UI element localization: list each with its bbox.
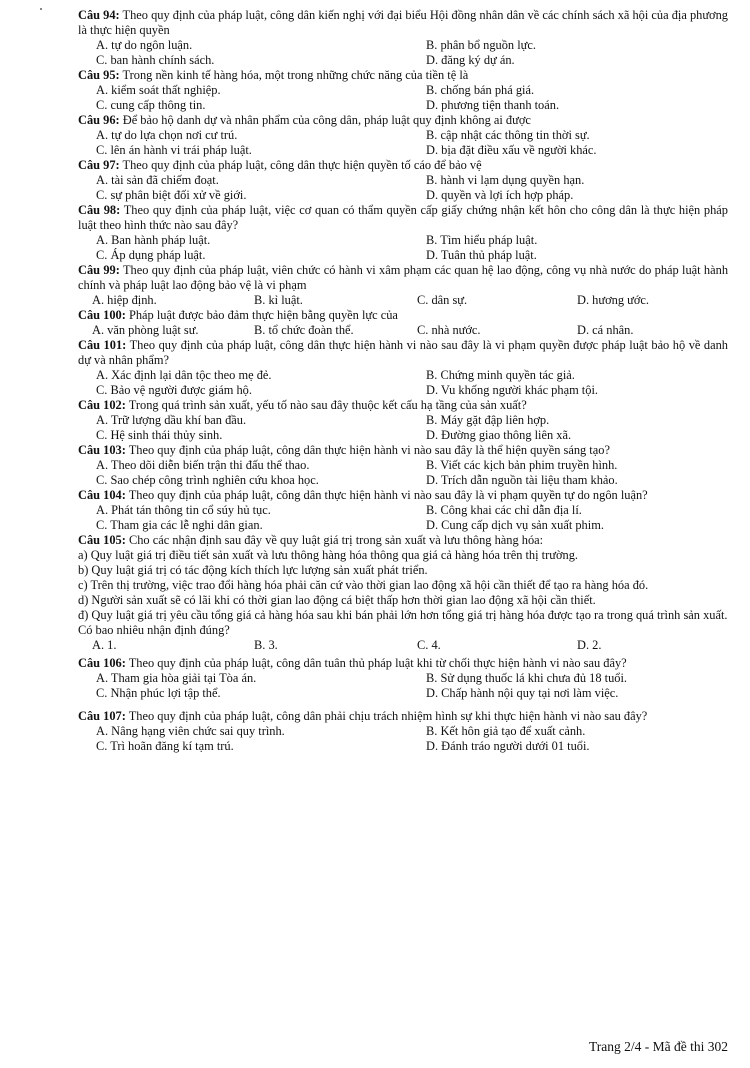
- answer-option: C. Trì hoãn đăng kí tạm trú.: [96, 739, 234, 753]
- question-text: Theo quy định của pháp luật, công dân thực hiện hành vi nào sau đây là vi phạm quyền được pháp luật bảo hộ về danh dự và nhân phẩm?: [78, 338, 729, 367]
- question-block: [78, 398, 728, 443]
- statement-line: c) Trên thị trường, việc trao đổi hàng hóa phải căn cứ vào thời gian lao động xã hội cần thiết để tạo ra hàng hóa đó.: [78, 578, 649, 592]
- answer-option: B. Sử dụng thuốc lá khi chưa đủ 18 tuổi.: [426, 671, 628, 685]
- answer-options: [78, 413, 728, 443]
- question-number: Câu 95:: [78, 68, 120, 82]
- question-block: [78, 443, 728, 488]
- question-block: [78, 709, 728, 754]
- question-stem: [78, 488, 728, 503]
- answer-option: C. nhà nước.: [417, 323, 481, 337]
- question-text: Theo quy định của pháp luật, công dân phải chịu trách nhiệm hình sự khi thực hiện hành vi nào sau đây?: [128, 709, 648, 723]
- question-number: Câu 97:: [78, 158, 120, 172]
- answer-option: C. Sao chép công trình nghiên cứu khoa học.: [96, 473, 319, 487]
- answer-option: D. đăng ký dự án.: [426, 53, 515, 67]
- question-text: Cho các nhận định sau đây về quy luật giá trị trong sản xuất và lưu thông hàng hóa:: [128, 533, 544, 547]
- question-list: [78, 8, 728, 754]
- answer-option: C. Hệ sinh thái thủy sinh.: [96, 428, 223, 442]
- answer-options: [78, 38, 728, 68]
- question-block: [78, 308, 728, 338]
- question-number: Câu 96:: [78, 113, 120, 127]
- question-text: Pháp luật được bảo đảm thực hiện bằng quyền lực của: [128, 308, 398, 322]
- answer-option: B. Viết các kịch bản phim truyền hình.: [426, 458, 618, 472]
- answer-option: D. Tuân thủ pháp luật.: [426, 248, 537, 262]
- question-block: [78, 158, 728, 203]
- question-text: Theo quy định của pháp luật, công dân tuân thủ pháp luật khi từ chối thực hiện hành vi nào sau đây?: [128, 656, 627, 670]
- question-text: Theo quy định của pháp luật, việc cơ quan có thẩm quyền cấp giấy chứng nhận kết hôn cho công dân là thực hiện pháp luật theo hình thức nào sau đây?: [78, 203, 728, 232]
- answer-option: C. Nhận phúc lợi tập thể.: [96, 686, 221, 700]
- question-block: [78, 338, 728, 398]
- answer-option: C. ban hành chính sách.: [96, 53, 215, 67]
- question-stem: [78, 308, 728, 323]
- answer-option: A. Nâng hạng viên chức sai quy trình.: [96, 724, 285, 738]
- question-text: Theo quy định của pháp luật, công dân thực hiện hành vi nào sau đây là vi phạm quyền tự do ngôn luận?: [128, 488, 648, 502]
- question-block: [78, 68, 728, 113]
- answer-option: B. tổ chức đoàn thể.: [254, 323, 354, 337]
- answer-option: C. Bảo vệ người được giám hộ.: [96, 383, 252, 397]
- statement-line: đ) Quy luật giá trị yêu cầu tổng giá cả hàng hóa sau khi bán phải lớn hơn tổng giá trị hàng hóa được tạo ra trong quá trình sản xuất.: [78, 608, 728, 622]
- answer-option: C. lên án hành vi trái pháp luật.: [96, 143, 252, 157]
- question-stem: [78, 656, 728, 671]
- question-number: Câu 99:: [78, 263, 120, 277]
- question-stem: [78, 443, 728, 458]
- answer-option: A. tài sản đã chiếm đoạt.: [96, 173, 219, 187]
- answer-option: B. 3.: [254, 638, 278, 652]
- answer-option: B. kỉ luật.: [254, 293, 303, 307]
- question-block: [78, 656, 728, 701]
- question-stem: [78, 203, 728, 233]
- answer-option: B. hành vi lạm dụng quyền hạn.: [426, 173, 585, 187]
- answer-option: A. Tham gia hòa giải tại Tòa án.: [96, 671, 257, 685]
- answer-option: B. chống bán phá giá.: [426, 83, 535, 97]
- question-number: Câu 101:: [78, 338, 127, 352]
- answer-option: A. Phát tán thông tin cổ súy hủ tục.: [96, 503, 271, 517]
- answer-option: A. tự do ngôn luận.: [96, 38, 193, 52]
- question-text: Theo quy định của pháp luật, viên chức có hành vi xâm phạm các quan hệ lao động, công vụ nhà nước do pháp luật hành chính và pháp luật lao động bảo vệ là vi phạm: [78, 263, 729, 292]
- answer-option: A. văn phòng luật sư.: [92, 323, 199, 337]
- answer-option: C. Áp dụng pháp luật.: [96, 248, 206, 262]
- answer-option: B. Kết hôn giả tạo để xuất cảnh.: [426, 724, 586, 738]
- answer-option: D. phương tiện thanh toán.: [426, 98, 560, 112]
- answer-option: D. Trích dẫn nguồn tài liệu tham khảo.: [426, 473, 618, 487]
- question-block: [78, 113, 728, 158]
- answer-option: D. 2.: [577, 638, 602, 652]
- question-number: Câu 104:: [78, 488, 126, 502]
- answer-options: [78, 638, 728, 653]
- statement-line: b) Quy luật giá trị có tác động kích thích lực lượng sản xuất phát triển.: [78, 563, 428, 577]
- answer-option: C. cung cấp thông tin.: [96, 98, 206, 112]
- answer-options: [78, 323, 728, 338]
- question-stem: [78, 709, 728, 724]
- answer-option: A. 1.: [92, 638, 117, 652]
- question-stem: [78, 338, 728, 368]
- answer-option: A. kiểm soát thất nghiệp.: [96, 83, 221, 97]
- answer-options: [78, 173, 728, 203]
- answer-option: A. Trữ lượng dầu khí ban đầu.: [96, 413, 247, 427]
- question-number: Câu 94:: [78, 8, 120, 22]
- question-number: Câu 105:: [78, 533, 126, 547]
- question-stem: [78, 158, 728, 173]
- answer-options: [78, 724, 728, 754]
- answer-option: C. dân sự.: [417, 293, 468, 307]
- answer-option: B. Tìm hiểu pháp luật.: [426, 233, 538, 247]
- answer-options: [78, 458, 728, 488]
- answer-option: D. Đánh tráo người dưới 01 tuổi.: [426, 739, 590, 753]
- page-footer: Trang 2/4 - Mã đề thi 302: [589, 1039, 728, 1054]
- answer-option: A. Xác định lại dân tộc theo mẹ đẻ.: [96, 368, 272, 382]
- statement-line: d) Người sản xuất sẽ có lãi khi có thời gian lao động cá biệt thấp hơn thời gian lao động xã hội cần thiết.: [78, 593, 596, 607]
- question-text: Trong quá trình sản xuất, yếu tố nào sau đây thuộc kết cấu hạ tầng của sản xuất?: [128, 398, 527, 412]
- answer-option: A. tự do lựa chọn nơi cư trú.: [96, 128, 238, 142]
- answer-option: B. Chứng minh quyền tác giả.: [426, 368, 575, 382]
- question-number: Câu 98:: [78, 203, 121, 217]
- answer-option: C. sự phân biệt đối xử về giới.: [96, 188, 247, 202]
- answer-option: D. hương ước.: [577, 293, 649, 307]
- question-stem: [78, 533, 728, 548]
- question-stem: [78, 68, 728, 83]
- question-number: Câu 103:: [78, 443, 126, 457]
- question-block: [78, 8, 728, 68]
- question-block: [78, 203, 728, 263]
- answer-option: D. Cung cấp dịch vụ sản xuất phim.: [426, 518, 604, 532]
- question-number: Câu 102:: [78, 398, 126, 412]
- question-number: Câu 106:: [78, 656, 126, 670]
- answer-options: [78, 233, 728, 263]
- answer-option: D. Chấp hành nội quy tại nơi làm việc.: [426, 686, 619, 700]
- answer-option: A. Theo dõi diễn biến trận thi đấu thể thao.: [96, 458, 310, 472]
- question-text: Theo quy định của pháp luật, công dân thực hiện quyền tố cáo để bảo vệ: [122, 158, 482, 172]
- answer-option: B. phân bổ nguồn lực.: [426, 38, 536, 52]
- question-text: Theo quy định của pháp luật, công dân thực hiện hành vi nào sau đây là thể hiện quyền sáng tạo?: [128, 443, 610, 457]
- answer-option: D. quyền và lợi ích hợp pháp.: [426, 188, 574, 202]
- answer-options: [78, 503, 728, 533]
- question-text: Trong nền kinh tế hàng hóa, một trong những chức năng của tiền tệ là: [122, 68, 469, 82]
- scan-speck: [40, 8, 42, 10]
- question-block: [78, 488, 728, 533]
- question-number: Câu 100:: [78, 308, 126, 322]
- question-text: Để bảo hộ danh dự và nhân phẩm của công dân, pháp luật quy định không ai được: [122, 113, 531, 127]
- answer-option: D. bịa đặt điều xấu về người khác.: [426, 143, 597, 157]
- question-stem: [78, 8, 728, 38]
- answer-options: [78, 293, 728, 308]
- answer-option: C. Tham gia các lễ nghi dân gian.: [96, 518, 263, 532]
- answer-option: D. Đường giao thông liên xã.: [426, 428, 572, 442]
- question-number: Câu 107:: [78, 709, 126, 723]
- answer-option: D. cá nhân.: [577, 323, 634, 337]
- question-text: Theo quy định của pháp luật, công dân kiến nghị với đại biểu Hội đồng nhân dân về các chính sách xã hội của địa phương là thực hiện quyền: [78, 8, 728, 37]
- question-block: [78, 533, 728, 653]
- answer-option: B. Máy gặt đập liên hợp.: [426, 413, 550, 427]
- question-stem: [78, 398, 728, 413]
- answer-option: B. Công khai các chỉ dẫn địa lí.: [426, 503, 582, 517]
- answer-option: B. cập nhật các thông tin thời sự.: [426, 128, 590, 142]
- answer-option: C. 4.: [417, 638, 441, 652]
- answer-options: [78, 83, 728, 113]
- statement-line: a) Quy luật giá trị điều tiết sản xuất và lưu thông hàng hóa thông qua giá cả hàng hóa trên thị trường.: [78, 548, 578, 562]
- answer-option: D. Vu khống người khác phạm tội.: [426, 383, 598, 397]
- answer-options: [78, 671, 728, 701]
- question-stem: [78, 263, 728, 293]
- answer-option: A. hiệp định.: [92, 293, 157, 307]
- answer-options: [78, 128, 728, 158]
- answer-option: A. Ban hành pháp luật.: [96, 233, 211, 247]
- statement-line: Có bao nhiêu nhận định đúng?: [78, 623, 230, 637]
- question-stem: [78, 113, 728, 128]
- answer-options: [78, 368, 728, 398]
- question-block: [78, 263, 728, 308]
